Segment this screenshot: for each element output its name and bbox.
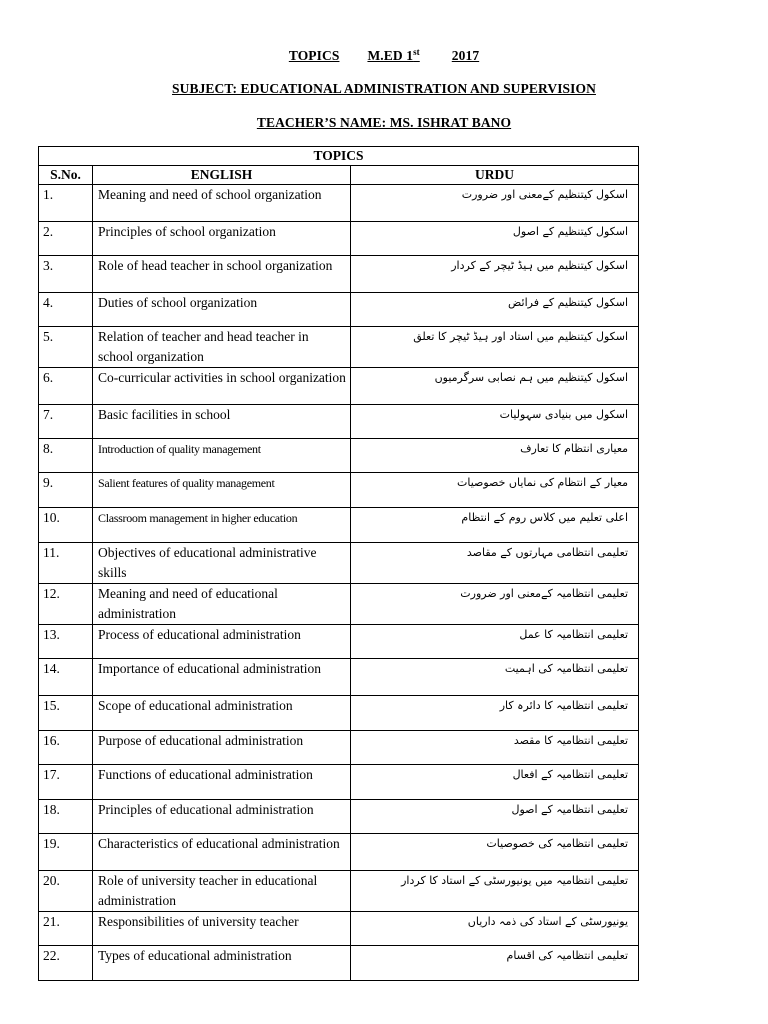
cell-urdu: تعلیمی انتظامیہ کی خصوصیات <box>351 834 639 871</box>
cell-urdu: معیار کے انتظام کی نمایاں خصوصیات <box>351 473 639 508</box>
cell-urdu: تعلیمی انتظامیہ کےمعنی اور ضرورت <box>351 584 639 625</box>
cell-sno: 6. <box>39 368 93 405</box>
cell-english: Responsibilities of university teacher <box>93 912 351 946</box>
cell-urdu: تعلیمی انتظامیہ کے افعال <box>351 765 639 800</box>
cell-sno: 13. <box>39 625 93 659</box>
table-row <box>39 327 639 368</box>
heading-course-sup: st <box>413 47 420 57</box>
cell-sno: 16. <box>39 731 93 765</box>
cell-sno: 20. <box>39 871 93 912</box>
table-row <box>39 222 639 256</box>
cell-english: Principles of school organization <box>93 222 351 256</box>
cell-urdu: معیاری انتظام کا تعارف <box>351 439 639 473</box>
table-row <box>39 293 639 327</box>
cell-english: Types of educational administration <box>93 946 351 981</box>
document-heading-subject: SUBJECT: EDUCATIONAL ADMINISTRATION AND SUPERVISION <box>172 81 596 96</box>
cell-sno: 2. <box>39 222 93 256</box>
cell-urdu: اسکول کیتنظیم میں ہم نصابی سرگرمیوں <box>351 368 639 405</box>
cell-english: Meaning and need of school organization <box>93 185 351 222</box>
cell-urdu: تعلیمی انتظامیہ میں یونیورسٹی کے استاد کا کردار <box>351 871 639 912</box>
column-header-english: ENGLISH <box>93 166 351 185</box>
cell-sno: 15. <box>39 696 93 731</box>
cell-sno: 1. <box>39 185 93 222</box>
table-title: TOPICS <box>39 147 639 166</box>
cell-sno: 21. <box>39 912 93 946</box>
cell-english: Introduction of quality management <box>93 439 351 473</box>
table-row <box>39 543 639 584</box>
cell-sno: 12. <box>39 584 93 625</box>
cell-sno: 4. <box>39 293 93 327</box>
cell-sno: 3. <box>39 256 93 293</box>
table-header-row <box>39 166 639 185</box>
table-row <box>39 625 639 659</box>
cell-sno: 10. <box>39 508 93 543</box>
table-title-row <box>39 147 639 166</box>
table-row <box>39 800 639 834</box>
table-row <box>39 508 639 543</box>
table-row <box>39 765 639 800</box>
cell-sno: 8. <box>39 439 93 473</box>
cell-english: Scope of educational administration <box>93 696 351 731</box>
cell-sno: 14. <box>39 659 93 696</box>
cell-english: Importance of educational administration <box>93 659 351 696</box>
table-row <box>39 405 639 439</box>
cell-english: Principles of educational administration <box>93 800 351 834</box>
cell-sno: 9. <box>39 473 93 508</box>
cell-urdu: تعلیمی انتظامی مہارتوں کے مقاصد <box>351 543 639 584</box>
cell-urdu: تعلیمی انتظامیہ کا عمل <box>351 625 639 659</box>
cell-sno: 17. <box>39 765 93 800</box>
cell-sno: 11. <box>39 543 93 584</box>
topics-table <box>38 146 639 981</box>
table-row <box>39 731 639 765</box>
cell-english: Role of university teacher in educational administration <box>93 871 351 912</box>
cell-english: Purpose of educational administration <box>93 731 351 765</box>
cell-urdu: تعلیمی انتظامیہ کا دائرہ کار <box>351 696 639 731</box>
table-row <box>39 696 639 731</box>
cell-urdu: اسکول میں بنیادی سہولیات <box>351 405 639 439</box>
cell-sno: 7. <box>39 405 93 439</box>
cell-english: Characteristics of educational administration <box>93 834 351 871</box>
table-row <box>39 185 639 222</box>
table-row <box>39 439 639 473</box>
table-row <box>39 584 639 625</box>
cell-urdu: اسکول کیتنظیم کے فرائض <box>351 293 639 327</box>
document-heading-teacher: TEACHER’S NAME: MS. ISHRAT BANO <box>256 115 512 130</box>
cell-sno: 18. <box>39 800 93 834</box>
cell-urdu: اسکول کیتنظیم کے اصول <box>351 222 639 256</box>
table-row <box>39 834 639 871</box>
heading-course: M.ED 1 <box>367 48 414 63</box>
cell-urdu: تعلیمی انتظامیہ کی اقسام <box>351 946 639 981</box>
table-row <box>39 912 639 946</box>
cell-english: Classroom management in higher education <box>93 508 351 543</box>
table-row <box>39 256 639 293</box>
table-row <box>39 368 639 405</box>
cell-english: Co-curricular activities in school organization <box>93 368 351 405</box>
heading-topics: TOPICS <box>288 48 340 63</box>
table-row <box>39 871 639 912</box>
cell-english: Relation of teacher and head teacher in school organization <box>93 327 351 368</box>
cell-sno: 22. <box>39 946 93 981</box>
cell-urdu: اسکول کیتنظیم میں ہیڈ ٹیچر کے کردار <box>351 256 639 293</box>
cell-urdu: تعلیمی انتظامیہ کی اہمیت <box>351 659 639 696</box>
table-row <box>39 659 639 696</box>
cell-english: Role of head teacher in school organization <box>93 256 351 293</box>
cell-sno: 5. <box>39 327 93 368</box>
cell-english: Meaning and need of educational administration <box>93 584 351 625</box>
table-row <box>39 473 639 508</box>
table-row <box>39 946 639 981</box>
column-header-urdu: URDU <box>351 166 639 185</box>
cell-english: Basic facilities in school <box>93 405 351 439</box>
cell-sno: 19. <box>39 834 93 871</box>
cell-urdu: اعلی تعلیم میں کلاس روم کے انتظام <box>351 508 639 543</box>
cell-urdu: اسکول کیتنظیم کےمعنی اور ضرورت <box>351 185 639 222</box>
cell-urdu: اسکول کیتنظیم میں استاد اور ہیڈ ٹیچر کا تعلق <box>351 327 639 368</box>
cell-english: Functions of educational administration <box>93 765 351 800</box>
column-header-sno: S.No. <box>39 166 93 185</box>
cell-urdu: تعلیمی انتظامیہ کا مقصد <box>351 731 639 765</box>
cell-english: Duties of school organization <box>93 293 351 327</box>
cell-urdu: تعلیمی انتظامیہ کے اصول <box>351 800 639 834</box>
heading-year: 2017 <box>451 48 480 63</box>
cell-english: Objectives of educational administrative skills <box>93 543 351 584</box>
document-heading-course <box>0 48 768 64</box>
cell-english: Process of educational administration <box>93 625 351 659</box>
cell-urdu: یونیورسٹی کے استاد کی ذمہ داریاں <box>351 912 639 946</box>
cell-english: Salient features of quality management <box>93 473 351 508</box>
